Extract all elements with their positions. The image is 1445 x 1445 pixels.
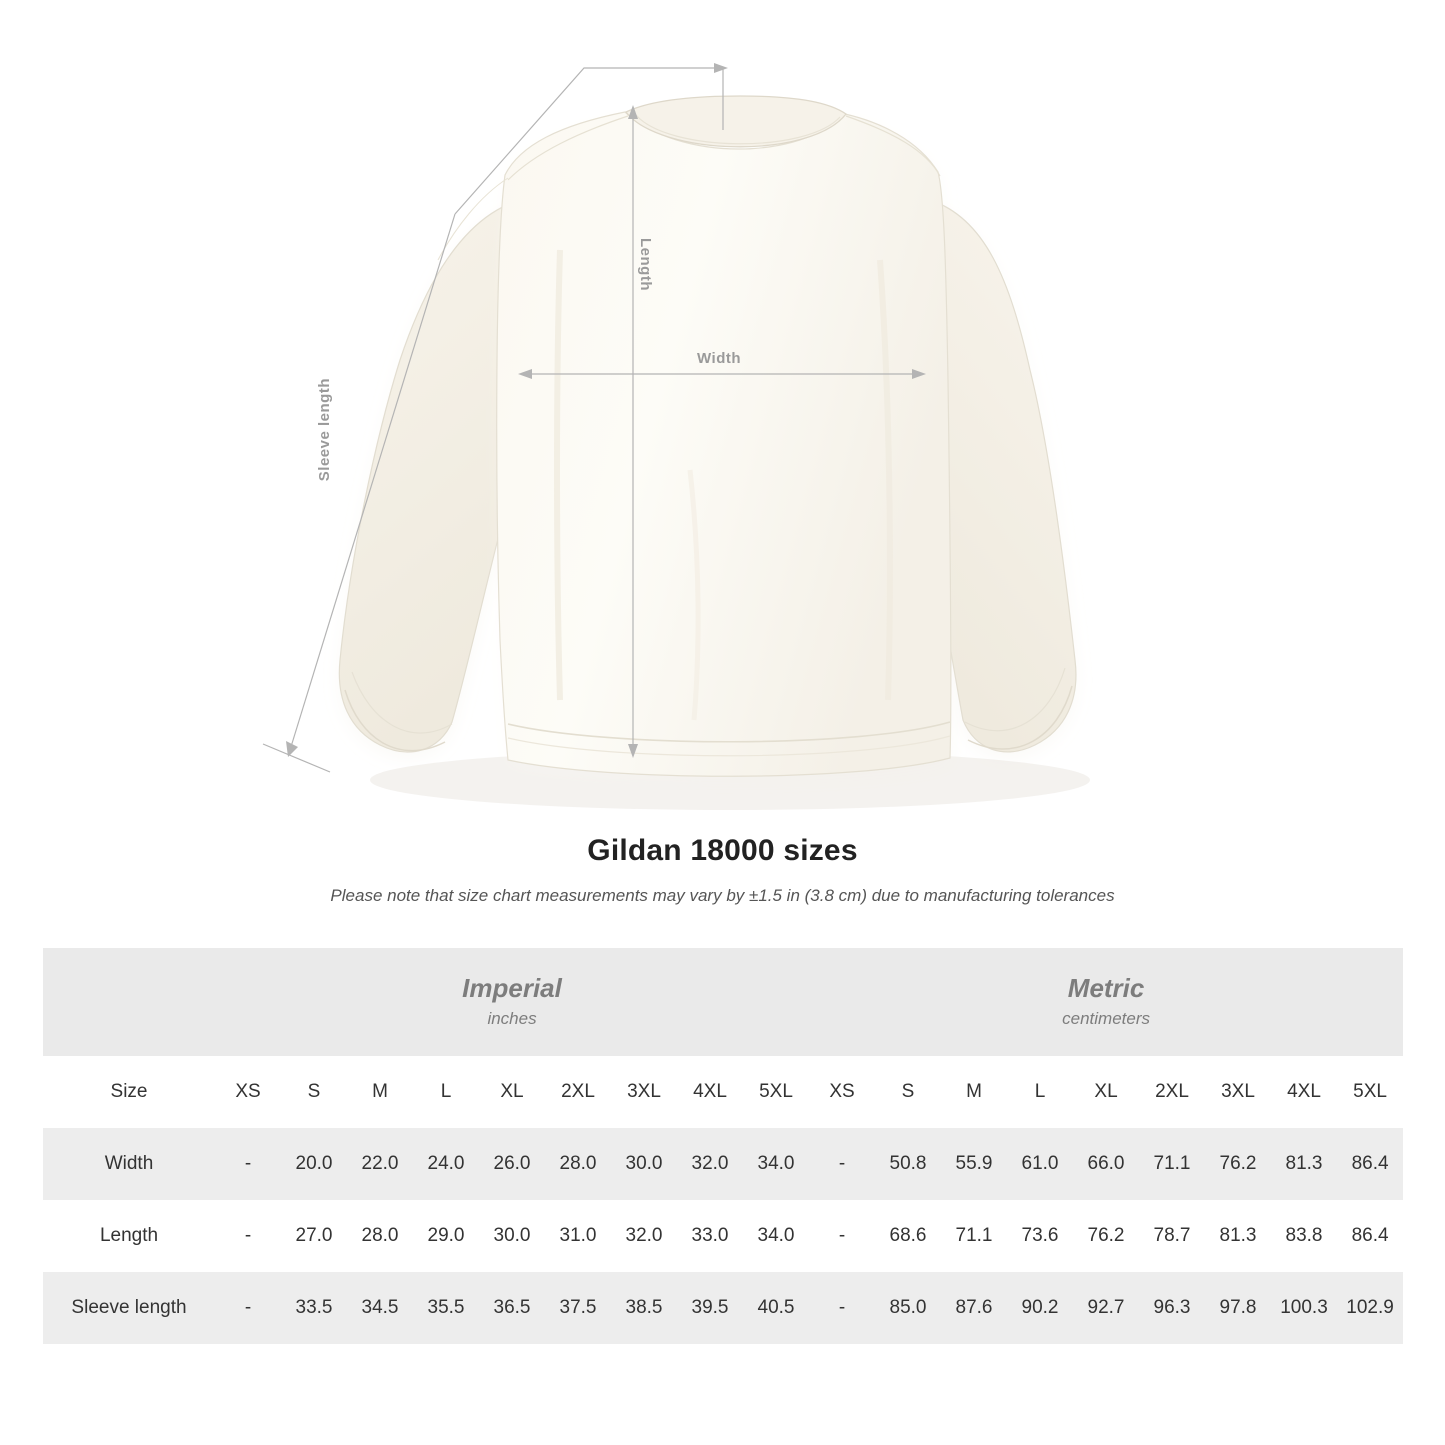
length-imperial-2xl: 31.0 bbox=[545, 1200, 611, 1272]
size-header-imperial-s: S bbox=[281, 1056, 347, 1128]
width-metric-5xl: 86.4 bbox=[1337, 1128, 1403, 1200]
size-header-metric-m: M bbox=[941, 1056, 1007, 1128]
width-metric-s: 50.8 bbox=[875, 1128, 941, 1200]
sleeve-metric-2xl: 96.3 bbox=[1139, 1272, 1205, 1344]
sleeve-imperial-2xl: 37.5 bbox=[545, 1272, 611, 1344]
width-metric-m: 55.9 bbox=[941, 1128, 1007, 1200]
width-imperial-5xl: 34.0 bbox=[743, 1128, 809, 1200]
length-metric-s: 68.6 bbox=[875, 1200, 941, 1272]
length-metric-l: 73.6 bbox=[1007, 1200, 1073, 1272]
width-imperial-2xl: 28.0 bbox=[545, 1128, 611, 1200]
sleeve-imperial-m: 34.5 bbox=[347, 1272, 413, 1344]
unit-header-spacer bbox=[43, 948, 215, 1056]
width-imperial-xs: - bbox=[215, 1128, 281, 1200]
size-header-imperial-xl: XL bbox=[479, 1056, 545, 1128]
size-header-metric-s: S bbox=[875, 1056, 941, 1128]
row-label-width: Width bbox=[43, 1128, 215, 1200]
length-metric-m: 71.1 bbox=[941, 1200, 1007, 1272]
size-header-metric-xs: XS bbox=[809, 1056, 875, 1128]
tolerance-note: Please note that size chart measurements may vary by ±1.5 in (3.8 cm) due to manufacturing tolerances bbox=[330, 886, 1115, 905]
length-metric-xl: 76.2 bbox=[1073, 1200, 1139, 1272]
length-imperial-3xl: 32.0 bbox=[611, 1200, 677, 1272]
sleeve-imperial-5xl: 40.5 bbox=[743, 1272, 809, 1344]
width-imperial-s: 20.0 bbox=[281, 1128, 347, 1200]
width-metric-l: 61.0 bbox=[1007, 1128, 1073, 1200]
size-table-wrapper bbox=[43, 948, 1403, 1344]
sleeve-imperial-xs: - bbox=[215, 1272, 281, 1344]
metric-subtitle: centimeters bbox=[1062, 1008, 1151, 1028]
length-imperial-m: 28.0 bbox=[347, 1200, 413, 1272]
width-metric-xl: 66.0 bbox=[1073, 1128, 1139, 1200]
metric-header-cell bbox=[809, 948, 1403, 1056]
sleeve-metric-m: 87.6 bbox=[941, 1272, 1007, 1344]
sleeve-metric-5xl: 102.9 bbox=[1337, 1272, 1403, 1344]
sleeve-imperial-3xl: 38.5 bbox=[611, 1272, 677, 1344]
table-row-width bbox=[43, 1128, 1403, 1200]
length-imperial-xs: - bbox=[215, 1200, 281, 1272]
unit-header-row bbox=[43, 948, 1403, 1056]
size-header-metric-xl: XL bbox=[1073, 1056, 1139, 1128]
title-block bbox=[0, 834, 1445, 906]
size-header-label: Size bbox=[43, 1056, 215, 1128]
imperial-header-cell bbox=[215, 948, 809, 1056]
length-imperial-xl: 30.0 bbox=[479, 1200, 545, 1272]
width-imperial-xl: 26.0 bbox=[479, 1128, 545, 1200]
width-imperial-m: 22.0 bbox=[347, 1128, 413, 1200]
size-table bbox=[43, 948, 1403, 1344]
size-header-metric-3xl: 3XL bbox=[1205, 1056, 1271, 1128]
size-header-imperial-xs: XS bbox=[215, 1056, 281, 1128]
sleeve-imperial-4xl: 39.5 bbox=[677, 1272, 743, 1344]
length-imperial-5xl: 34.0 bbox=[743, 1200, 809, 1272]
width-imperial-l: 24.0 bbox=[413, 1128, 479, 1200]
table-row-sleeve-length bbox=[43, 1272, 1403, 1344]
sleeve-imperial-xl: 36.5 bbox=[479, 1272, 545, 1344]
sleeve-imperial-l: 35.5 bbox=[413, 1272, 479, 1344]
sleeve-imperial-s: 33.5 bbox=[281, 1272, 347, 1344]
size-header-imperial-3xl: 3XL bbox=[611, 1056, 677, 1128]
table-row-length bbox=[43, 1200, 1403, 1272]
size-header-row bbox=[43, 1056, 1403, 1128]
imperial-title: Imperial bbox=[462, 973, 562, 1004]
length-metric-4xl: 83.8 bbox=[1271, 1200, 1337, 1272]
width-imperial-4xl: 32.0 bbox=[677, 1128, 743, 1200]
size-header-imperial-m: M bbox=[347, 1056, 413, 1128]
width-dimension-label: Width bbox=[697, 350, 742, 367]
sleeve-metric-4xl: 100.3 bbox=[1271, 1272, 1337, 1344]
length-imperial-4xl: 33.0 bbox=[677, 1200, 743, 1272]
width-imperial-3xl: 30.0 bbox=[611, 1128, 677, 1200]
length-metric-5xl: 86.4 bbox=[1337, 1200, 1403, 1272]
imperial-subtitle: inches bbox=[487, 1008, 537, 1028]
row-label-sleeve-length: Sleeve length bbox=[43, 1272, 215, 1344]
size-header-metric-l: L bbox=[1007, 1056, 1073, 1128]
size-header-imperial-5xl: 5XL bbox=[743, 1056, 809, 1128]
length-metric-2xl: 78.7 bbox=[1139, 1200, 1205, 1272]
size-header-metric-2xl: 2XL bbox=[1139, 1056, 1205, 1128]
sleeve-metric-s: 85.0 bbox=[875, 1272, 941, 1344]
length-metric-xs: - bbox=[809, 1200, 875, 1272]
sleeve-metric-xs: - bbox=[809, 1272, 875, 1344]
metric-title: Metric bbox=[1067, 973, 1145, 1004]
sleeve-metric-3xl: 97.8 bbox=[1205, 1272, 1271, 1344]
size-header-imperial-l: L bbox=[413, 1056, 479, 1128]
length-metric-3xl: 81.3 bbox=[1205, 1200, 1271, 1272]
size-header-imperial-4xl: 4XL bbox=[677, 1056, 743, 1128]
width-metric-3xl: 76.2 bbox=[1205, 1128, 1271, 1200]
length-imperial-l: 29.0 bbox=[413, 1200, 479, 1272]
row-label-length: Length bbox=[43, 1200, 215, 1272]
size-header-metric-5xl: 5XL bbox=[1337, 1056, 1403, 1128]
length-imperial-s: 27.0 bbox=[281, 1200, 347, 1272]
sleeve-metric-xl: 92.7 bbox=[1073, 1272, 1139, 1344]
width-metric-4xl: 81.3 bbox=[1271, 1128, 1337, 1200]
size-header-metric-4xl: 4XL bbox=[1271, 1056, 1337, 1128]
width-metric-xs: - bbox=[809, 1128, 875, 1200]
page-title: Gildan 18000 sizes bbox=[587, 834, 858, 867]
length-dimension-label: Length bbox=[637, 238, 654, 291]
size-header-imperial-2xl: 2XL bbox=[545, 1056, 611, 1128]
sleeve-metric-l: 90.2 bbox=[1007, 1272, 1073, 1344]
width-metric-2xl: 71.1 bbox=[1139, 1128, 1205, 1200]
sleeve-length-dimension-label: Sleeve length bbox=[316, 378, 333, 482]
